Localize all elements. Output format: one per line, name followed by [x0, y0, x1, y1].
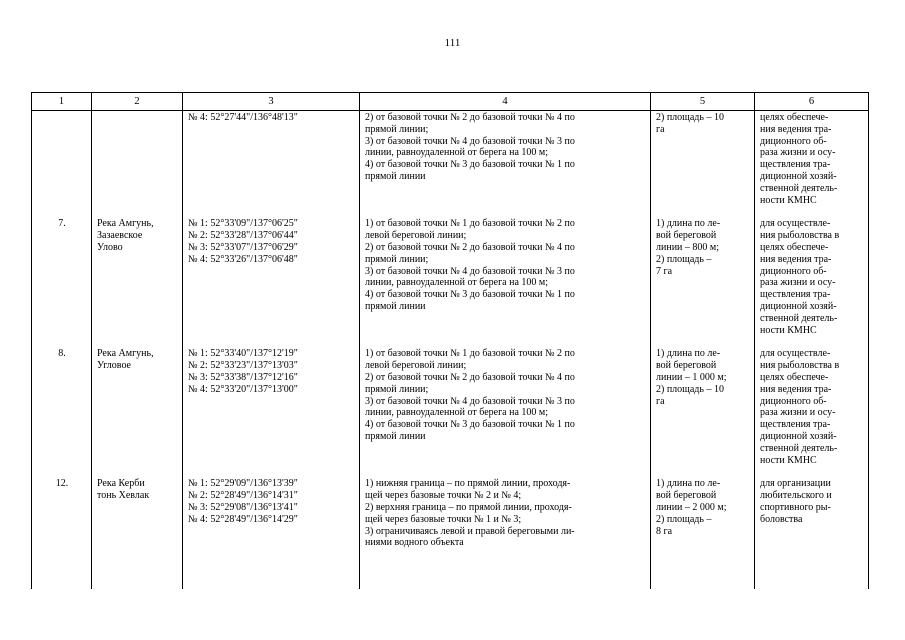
site-size: 1) длина по ле- вой береговой линии – 800 м; 2) площадь – 7 га	[651, 218, 755, 336]
column-header: 2	[92, 93, 183, 111]
row-spacer	[32, 336, 869, 348]
row-number: 8.	[32, 348, 92, 466]
fishing-sites-table	[31, 92, 869, 589]
table-row	[32, 478, 869, 549]
row-number: 12.	[32, 478, 92, 549]
base-point-coordinates: № 1: 52°33'09"/137°06'25" № 2: 52°33'28"/137°06'44" № 3: 52°33'07"/137°06'29" № 4: 52°33'26"/137°06'48"	[183, 218, 360, 336]
site-name: Река Керби тонь Хевлак	[92, 478, 183, 549]
column-header: 1	[32, 93, 92, 111]
site-size: 1) длина по ле- вой береговой линии – 2 000 м; 2) площадь – 8 га	[651, 478, 755, 549]
row-number	[32, 111, 92, 207]
column-header: 6	[755, 93, 869, 111]
site-purpose: для организации любительского и спортивного ры- боловства	[755, 478, 869, 549]
page-number: 111	[444, 37, 461, 49]
site-name: Река Амгунь, Угловое	[92, 348, 183, 466]
base-point-coordinates: № 1: 52°33'40"/137°12'19" № 2: 52°33'23"/137°13'03" № 3: 52°33'38"/137°12'16" № 4: 52°33'20"/137°13'00"	[183, 348, 360, 466]
base-point-coordinates: № 1: 52°29'09"/136°13'39" № 2: 52°28'49"/136°14'31" № 3: 52°29'08"/136°13'41" № 4: 52°28'49"/136°14'29"	[183, 478, 360, 549]
site-size: 2) площадь – 10 га	[651, 111, 755, 207]
row-spacer	[32, 549, 869, 589]
table-row	[32, 111, 869, 207]
site-size: 1) длина по ле- вой береговой линии – 1 000 м; 2) площадь – 10 га	[651, 348, 755, 466]
site-purpose: для осуществле- ния рыболовства в целях обеспече- ния ведения тра- диционного об- раза жизни и осу- ществления тра- диционной хозяй- ственной деятель- ности КМНС	[755, 348, 869, 466]
column-header: 3	[183, 93, 360, 111]
site-name	[92, 111, 183, 207]
table-row	[32, 348, 869, 466]
site-purpose: целях обеспече- ния ведения тра- диционного об- раза жизни и осу- ществления тра- диционной хозяй- ственной деятель- ности КМНС	[755, 111, 869, 207]
site-purpose: для осуществле- ния рыболовства в целях обеспече- ния ведения тра- диционного об- раза жизни и осу- ществления тра- диционной хозяй- ственной деятель- ности КМНС	[755, 218, 869, 336]
row-number: 7.	[32, 218, 92, 336]
boundary-description: 1) нижняя граница – по прямой линии, проходя- щей через базовые точки № 2 и № 4; 2) верхняя граница – по прямой линии, проходя- щей через базовые точки № 1 и № 3; 3) ограничиваясь левой и правой береговыми ли- ниями водного объекта	[360, 478, 651, 549]
base-point-coordinates: № 4: 52°27'44"/136°48'13"	[183, 111, 360, 207]
column-header: 5	[651, 93, 755, 111]
row-spacer	[32, 206, 869, 218]
site-name: Река Амгунь, Зазаевское Улово	[92, 218, 183, 336]
boundary-description: 1) от базовой точки № 1 до базовой точки № 2 по левой береговой линии; 2) от базовой точки № 2 до базовой точки № 4 по прямой линии; 3) от базовой точки № 4 до базовой точки № 3 по линии, равноудаленной от берега на 100 м; 4) от базовой точки № 3 до базовой точки № 1 по прямой линии	[360, 218, 651, 336]
boundary-description: 2) от базовой точки № 2 до базовой точки № 4 по прямой линии; 3) от базовой точки № 4 до базовой точки № 3 по линии, равноудаленной от берега на 100 м; 4) от базовой точки № 3 до базовой точки № 1 по прямой линии	[360, 111, 651, 207]
boundary-description: 1) от базовой точки № 1 до базовой точки № 2 по левой береговой линии; 2) от базовой точки № 2 до базовой точки № 4 по прямой линии; 3) от базовой точки № 4 до базовой точки № 3 по линии, равноудаленной от берега на 100 м; 4) от базовой точки № 3 до базовой точки № 1 по прямой линии	[360, 348, 651, 466]
column-header: 4	[360, 93, 651, 111]
table-row	[32, 218, 869, 336]
row-spacer	[32, 466, 869, 478]
table-header-row	[32, 93, 869, 111]
